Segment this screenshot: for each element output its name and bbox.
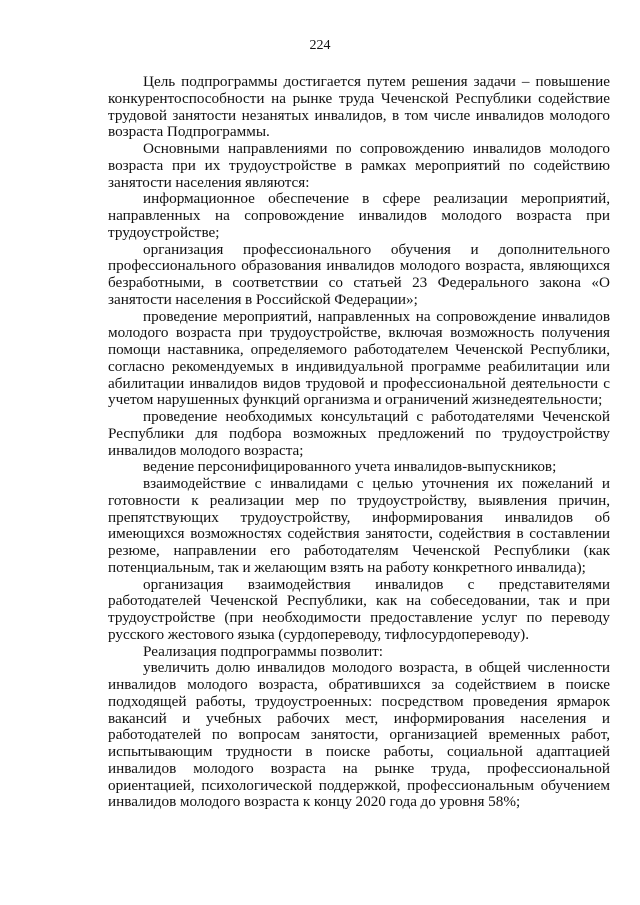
paragraph-employer-consultations: проведение необходимых консультаций с работодателями Чеченской Республики для подбора возможных предложений по трудоустройству инвалидов молодого возраста; — [108, 408, 610, 459]
paragraph-main-directions: Основными направлениями по сопровождению инвалидов молодого возраста при их трудоустройстве в рамках мероприятий по содействию занятости населения являются: — [108, 140, 610, 191]
paragraph-employer-cooperation: организация взаимодействия инвалидов с представителями работодателей Чеченской Республики, как на собеседовании, так и при трудоустройстве (при необходимости предоставление услуг по переводу русского жестового языка (сурдопереводу, тифлосурдопереводу). — [108, 575, 610, 643]
paragraph-information-support: информационное обеспечение в сфере реализации мероприятий, направленных на сопровождение инвалидов молодого возраста при трудоустройстве; — [108, 190, 610, 241]
document-body — [108, 74, 610, 811]
paragraph-goal: Цель подпрограммы достигается путем решения задачи – повышение конкурентоспособности на рынке труда Чеченской Республики содействие трудовой занятости незанятых инвалидов, в том числе инвалидов молодого возраста Подпрограммы. — [108, 73, 610, 141]
paragraph-professional-training: организация профессионального обучения и дополнительного профессионального образования инвалидов молодого возраста, являющихся безработными, в соответствии со статьей 23 Федерального закона «О занятости населения в Российской Федерации»; — [108, 240, 610, 308]
paragraph-expected-result: увеличить долю инвалидов молодого возраста, в общей численности инвалидов молодого возраста, обратившихся за содействием в поиске подходящей работы, трудоустроенных: посредством проведения ярмарок вакансий и учебных рабочих мест, информирования населения и работодателей по вопросам занятости, организацией временных работ, испытывающим трудности в поиске работы, социальной адаптацией инвалидов молодого возраста на рынке труда, профессиональной ориентацией, психологической поддержкой, профессиональным обучением инвалидов молодого возраста к концу 2020 года до уровня 58%; — [108, 659, 610, 811]
page-number: 224 — [309, 38, 331, 53]
paragraph-program-implementation: Реализация подпрограммы позволит: — [143, 642, 383, 660]
paragraph-interaction: взаимодействие с инвалидами с целью уточнения их пожеланий и готовности к реализации мер по трудоустройству, выявления причин, препятствующих трудоустройству, информирования инвалидов об имеющихся возможностях содействия занятости, содействия в составлении резюме, направлении его работодателям Чеченской Республики (как потенциальным, так и желающим взять на работу конкретного инвалида); — [108, 475, 610, 576]
paragraph-support-activities: проведение мероприятий, направленных на сопровождение инвалидов молодого возраста при трудоустройстве, включая возможность получения помощи наставника, определяемого работодателем Чеченской Республики, согласно рекомендуемых в индивидуальной программе реабилитации или абилитации инвалидов видов трудовой и профессиональной деятельности с учетом нарушенных функций организма и ограничений жизнедеятельности; — [108, 307, 610, 409]
paragraph-graduate-records: ведение персонифицированного учета инвалидов-выпускников; — [143, 458, 557, 476]
